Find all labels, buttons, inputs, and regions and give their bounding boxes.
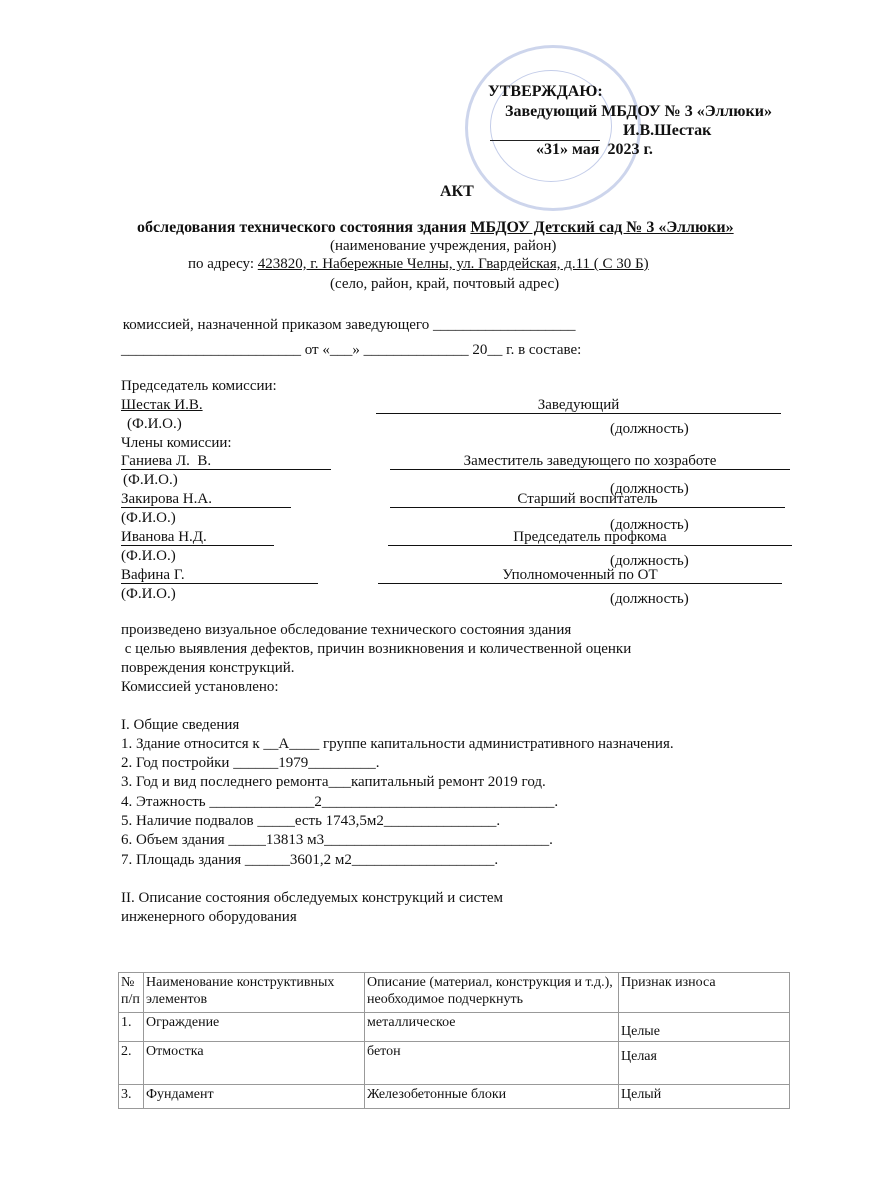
- approval-date: «31» мая 2023 г.: [536, 141, 653, 158]
- position-hint: (должность): [610, 481, 689, 497]
- cell-number: 2.: [119, 1042, 144, 1085]
- fact-label: 5. Наличие подвалов: [121, 813, 258, 829]
- position-hint: (должность): [610, 517, 689, 533]
- fact-row: [121, 812, 500, 830]
- header-cell: № п/п: [119, 973, 144, 1013]
- fact-row: [121, 735, 674, 753]
- fact-row: [121, 793, 558, 811]
- cell-element: Фундамент: [144, 1085, 365, 1109]
- approval-heading: УТВЕРЖДАЮ:: [488, 83, 603, 100]
- member-position: Заместитель заведующего по хозработе: [390, 452, 790, 470]
- member-position: Председатель профкома: [388, 528, 792, 546]
- address: 423820, г. Набережные Челны, ул. Гвардейская, д.11 ( С 30 Б): [257, 256, 649, 272]
- fact-value: ______________2_______________________________: [209, 794, 555, 810]
- fact-value: ______3601,2 м2___________________: [244, 852, 495, 868]
- subtitle-org: МБДОУ Детский сад № 3 «Эллюки»: [470, 219, 734, 236]
- cell-number: 3.: [119, 1085, 144, 1109]
- fact-value: __А____: [263, 736, 320, 752]
- cell-description: металлическое: [365, 1013, 619, 1042]
- address-hint: (село, район, край, почтовый адрес): [330, 276, 560, 292]
- fio-hint: (Ф.И.О.): [127, 416, 182, 432]
- chair-label: Председатель комиссии:: [121, 378, 277, 394]
- org-hint: (наименование учреждения, район): [330, 238, 557, 254]
- position-hint: (должность): [610, 591, 689, 607]
- header-cell: Признак износа: [619, 973, 790, 1013]
- section-1-heading: I. Общие сведения: [121, 717, 240, 733]
- fact-row: [121, 773, 546, 791]
- section-2-heading-cont: инженерного оборудования: [121, 909, 297, 925]
- commission-line-1: комиссией, назначенной приказом заведующего ___________________: [119, 317, 576, 333]
- section-2-heading: II. Описание состояния обследуемых конструкций и систем: [121, 890, 504, 906]
- fact-value: _____13813 м3______________________________: [228, 832, 550, 848]
- approval-position: Заведующий МБДОУ № 3 «Эллюки»: [505, 103, 772, 120]
- subtitle-prefix: обследования технического состояния здания: [137, 219, 471, 236]
- member-position: Уполномоченный по ОТ: [378, 566, 782, 584]
- cell-description: бетон: [365, 1042, 619, 1085]
- table-row: [119, 1013, 790, 1042]
- fact-label: 4. Этажность: [121, 794, 210, 810]
- member-name: Иванова Н.Д.: [121, 528, 274, 546]
- fact-value: ___капитальный ремонт 2019 год.: [328, 774, 546, 790]
- fact-label: 7. Площадь здания: [121, 852, 245, 868]
- table-header-row: [119, 973, 790, 1013]
- cell-number: 1.: [119, 1013, 144, 1042]
- intro-line: с целью выявления дефектов, причин возникновения и количественной оценки: [121, 641, 632, 657]
- member-name: Вафина Г.: [121, 566, 318, 584]
- fact-suffix: .: [496, 813, 501, 829]
- fact-label: 1. Здание относится к: [121, 736, 264, 752]
- cell-element: Ограждение: [144, 1013, 365, 1042]
- fact-suffix: .: [375, 755, 380, 771]
- header-cell: Наименование конструктивных элементов: [144, 973, 365, 1013]
- cell-description: Железобетонные блоки: [365, 1085, 619, 1109]
- fact-label: 3. Год и вид последнего ремонта: [121, 774, 329, 790]
- intro-line: произведено визуальное обследование технического состояния здания: [121, 622, 572, 638]
- members-label: Члены комиссии:: [121, 435, 232, 451]
- fact-row: [121, 851, 498, 869]
- fact-label: 6. Объем здания: [121, 832, 229, 848]
- doc-subtitle: [137, 219, 734, 237]
- fio-hint: (Ф.И.О.): [121, 548, 176, 564]
- fact-suffix: .: [494, 852, 499, 868]
- fact-suffix: .: [549, 832, 553, 848]
- fio-hint: (Ф.И.О.): [121, 586, 176, 602]
- member-name: Закирова Н.А.: [121, 490, 291, 508]
- cell-wear: Целая: [619, 1042, 790, 1085]
- position-hint: (должность): [610, 553, 689, 569]
- member-name: Ганиева Л. В.: [121, 452, 331, 470]
- fact-value: _____есть 1743,5м2_______________: [257, 813, 497, 829]
- cell-element: Отмостка: [144, 1042, 365, 1085]
- table-row: [119, 1042, 790, 1085]
- doc-title: АКТ: [440, 183, 474, 200]
- fact-suffix: группе капитальности административного назначения.: [319, 736, 674, 752]
- fio-hint: (Ф.И.О.): [123, 472, 178, 488]
- header-cell: Описание (материал, конструкция и т.д.), необходимое подчеркнуть: [365, 973, 619, 1013]
- cell-wear: Целые: [619, 1013, 790, 1042]
- approval-name: И.В.Шестак: [623, 122, 712, 139]
- address-prefix: по адресу:: [188, 256, 258, 272]
- fact-row: [121, 831, 553, 849]
- intro-line: повреждения конструкций.: [121, 660, 295, 676]
- chair-name: Шестак И.В.: [121, 397, 203, 413]
- address-line: [188, 255, 649, 273]
- intro-line: Комиссией установлено:: [121, 679, 279, 695]
- table-row: [119, 1085, 790, 1109]
- structures-table: [118, 972, 790, 1109]
- fact-suffix: .: [554, 794, 559, 810]
- chair-position: Заведующий: [376, 396, 781, 414]
- member-position: Старший воспитатель: [390, 490, 785, 508]
- fact-value: ______1979_________: [233, 755, 376, 771]
- fact-label: 2. Год постройки: [121, 755, 234, 771]
- fact-row: [121, 754, 379, 772]
- fio-hint: (Ф.И.О.): [121, 510, 176, 526]
- commission-line-2: ________________________ от «___» ______________ 20__ г. в составе:: [121, 342, 582, 358]
- cell-wear: Целый: [619, 1085, 790, 1109]
- position-hint: (должность): [610, 421, 689, 437]
